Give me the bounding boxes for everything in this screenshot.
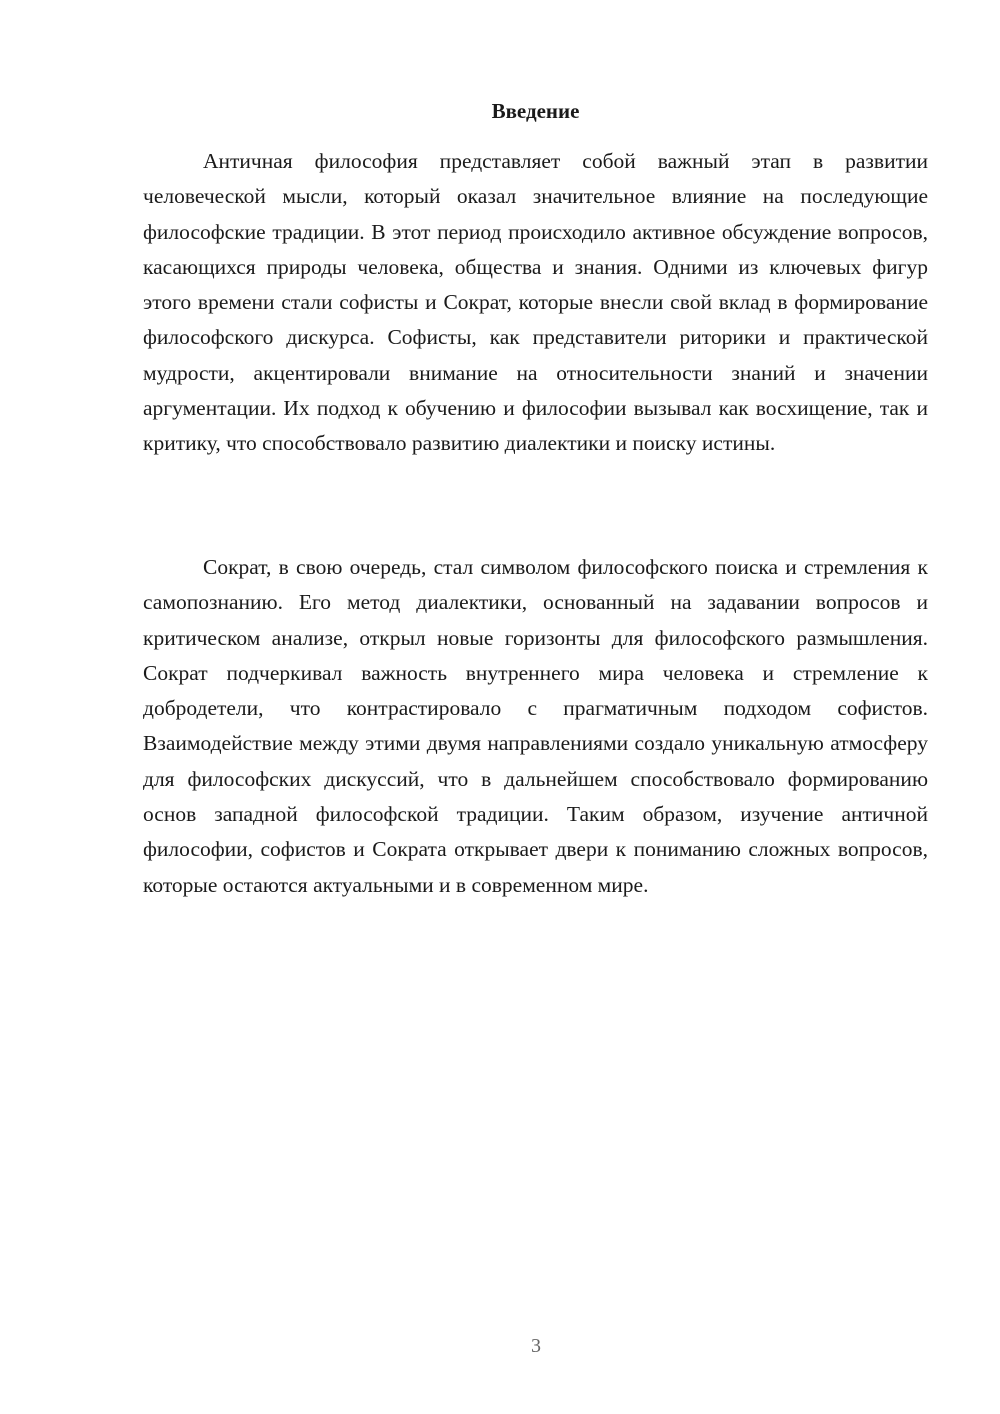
paragraph-1: Античная философия представляет собой важный этап в развитии человеческой мысли, который оказал значительное влияние на последующие философские традиции. В этот период происходило активное обсуждение вопросов, касающихся природы человека, общества и знания. Одними из ключевых фигур этого времени стали софисты и Сократ, которые внесли свой вклад в формирование философского дискурса. Софисты, как представители риторики и практической мудрости, акцентировали внимание на относительности знаний и значении аргументации. Их подход к обучению и философии вызывал как восхищение, так и критику, что способствовало развитию диалектики и поиску истины. (143, 149, 928, 456)
section-heading: Введение (491, 99, 580, 123)
page-number: 3 (531, 1335, 541, 1357)
paragraph-2: Сократ, в свою очередь, стал символом философского поиска и стремления к самопознанию. Его метод диалектики, основанный на задавании вопросов и критическом анализе, открыл новые горизонты для философского размышления. Сократ подчеркивал важность внутреннего мира человека и стремление к добродетели, что контрастировало с прагматичным подходом софистов. Взаимодействие между этими двумя направлениями создало уникальную атмосферу для философских дискуссий, что в дальнейшем способствовало формированию основ западной философской традиции. Таким образом, изучение античной философии, софистов и Сократа открывает двери к пониманию сложных вопросов, которые остаются актуальными и в современном мире. (143, 555, 928, 897)
